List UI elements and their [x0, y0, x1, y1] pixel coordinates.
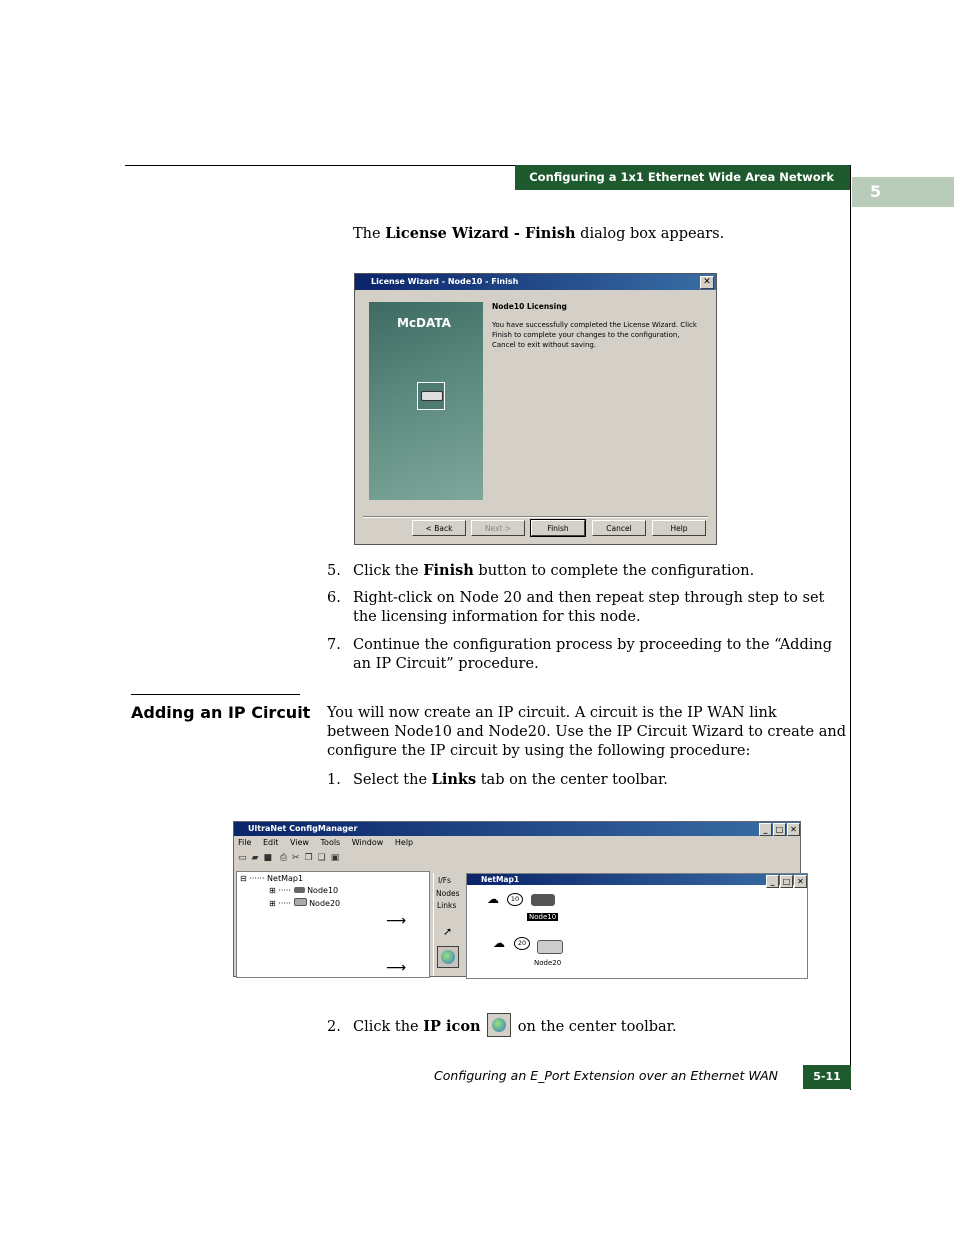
tree-item-netmap1[interactable]: ⊟ ······ NetMap1 [240, 874, 304, 883]
maximize-icon[interactable]: □ [780, 875, 793, 888]
menu-edit[interactable]: Edit [262, 838, 279, 847]
running-header: Configuring a 1x1 Ethernet Wide Area Network [515, 165, 851, 190]
netmap-pane [466, 873, 808, 979]
section-rule [131, 694, 300, 695]
properties-icon[interactable]: ▣ [330, 853, 340, 863]
dialog-heading: Node10 Licensing [492, 302, 567, 311]
node20-label[interactable]: Node20 [534, 959, 562, 967]
cancel-button[interactable]: Cancel [592, 520, 646, 536]
node-icon [417, 382, 445, 410]
step-2: 2. Click the IP icon on the center toolbar. [327, 1013, 677, 1037]
tree-item-node10[interactable]: ⊞ ····· Node10 [269, 886, 339, 895]
new-icon[interactable]: ▭ [238, 853, 247, 863]
help-button[interactable]: Help [652, 520, 706, 536]
step-6: 6. Right-click on Node 20 and then repeat step through step to set the licensing information for this node. [327, 590, 825, 625]
menu-tools[interactable]: Tools [320, 838, 341, 847]
dialog-title: License Wizard - Node10 - Finish ✕ [355, 274, 716, 290]
close-icon[interactable]: ✕ [700, 276, 714, 289]
cut-icon[interactable]: ✂ [292, 853, 300, 863]
menu-window[interactable]: Window [351, 838, 384, 847]
intro-text: The License Wizard - Finish dialog box appears. [353, 225, 725, 242]
step-7: 7. Continue the configuration process by proceeding to the “Adding an IP Circuit” procedure. [327, 637, 833, 672]
print-icon[interactable]: ⎙ [279, 853, 288, 863]
section-paragraph: You will now create an IP circuit. A circuit is the IP WAN link between Node10 and Node20. Use the IP Circuit Wizard to create and configure the IP circuit by using the following procedure: [327, 705, 846, 759]
step-1: 1. Select the Links tab on the center toolbar. [327, 771, 668, 788]
section-heading: Adding an IP Circuit [131, 703, 311, 722]
router-icon: ☁ [493, 936, 505, 950]
menu-help[interactable]: Help [394, 838, 414, 847]
tab-ifs[interactable]: I/Fs [438, 876, 451, 885]
menu-bar [234, 836, 800, 850]
minimize-icon[interactable]: _ [759, 823, 772, 836]
node10-label[interactable]: Node10 [529, 913, 557, 921]
menu-file[interactable]: File [238, 838, 252, 847]
maximize-icon[interactable]: □ [773, 823, 786, 836]
close-icon[interactable]: ✕ [787, 823, 800, 836]
node10-icon[interactable] [531, 894, 555, 906]
copy-icon[interactable]: ❐ [304, 853, 313, 863]
tab-nodes[interactable]: Nodes [436, 889, 460, 898]
tree-item-node20[interactable]: ⊞ ····· Node20 [269, 899, 341, 908]
dialog-message: You have successfully completed the License Wizard. Click Finish to complete your changes to the configuration, Cancel to exit without saving. [492, 321, 697, 349]
ip-icon [487, 1013, 511, 1037]
save-icon[interactable]: ■ [263, 853, 272, 863]
node20-id: 20 [514, 937, 530, 950]
finish-button[interactable]: Finish [531, 520, 585, 536]
chapter-tab: 5 [852, 177, 954, 207]
step-5: 5. Click the Finish button to complete the configuration. [327, 562, 755, 579]
open-icon[interactable]: ▰ [251, 853, 259, 863]
arrow-icon: ⟶ [386, 960, 407, 976]
close-icon[interactable]: ✕ [794, 875, 807, 888]
arrow-icon: ⟶ [386, 913, 407, 929]
toolbar [234, 850, 800, 866]
wizard-banner-image [369, 302, 483, 500]
pointer-icon[interactable]: ➚ [443, 925, 453, 938]
license-wizard-dialog [354, 273, 717, 545]
next-button[interactable]: Next > [471, 520, 525, 536]
tab-links[interactable]: Links [437, 901, 457, 910]
ip-icon[interactable] [437, 946, 459, 968]
minimize-icon[interactable]: _ [766, 875, 779, 888]
netmap-title: NetMap1 _ □ ✕ [467, 874, 807, 885]
page-number: 5-11 [803, 1065, 851, 1089]
node10-id: 10 [507, 893, 523, 906]
footer-text: Configuring an E_Port Extension over an Ethernet WAN [434, 1068, 778, 1083]
dialog-separator [363, 516, 708, 518]
node20-icon[interactable] [537, 940, 563, 954]
center-toolbar [433, 873, 462, 976]
paste-icon[interactable]: ❏ [317, 853, 326, 863]
router-icon: ☁ [487, 892, 499, 906]
back-button[interactable]: < Back [412, 520, 466, 536]
menu-view[interactable]: View [289, 838, 309, 847]
mcdata-logo: McDATA [397, 316, 451, 330]
margin-rule [850, 165, 851, 1090]
window-title: UltraNet ConfigManager _ □ ✕ [234, 822, 800, 836]
configmanager-window [233, 821, 804, 977]
